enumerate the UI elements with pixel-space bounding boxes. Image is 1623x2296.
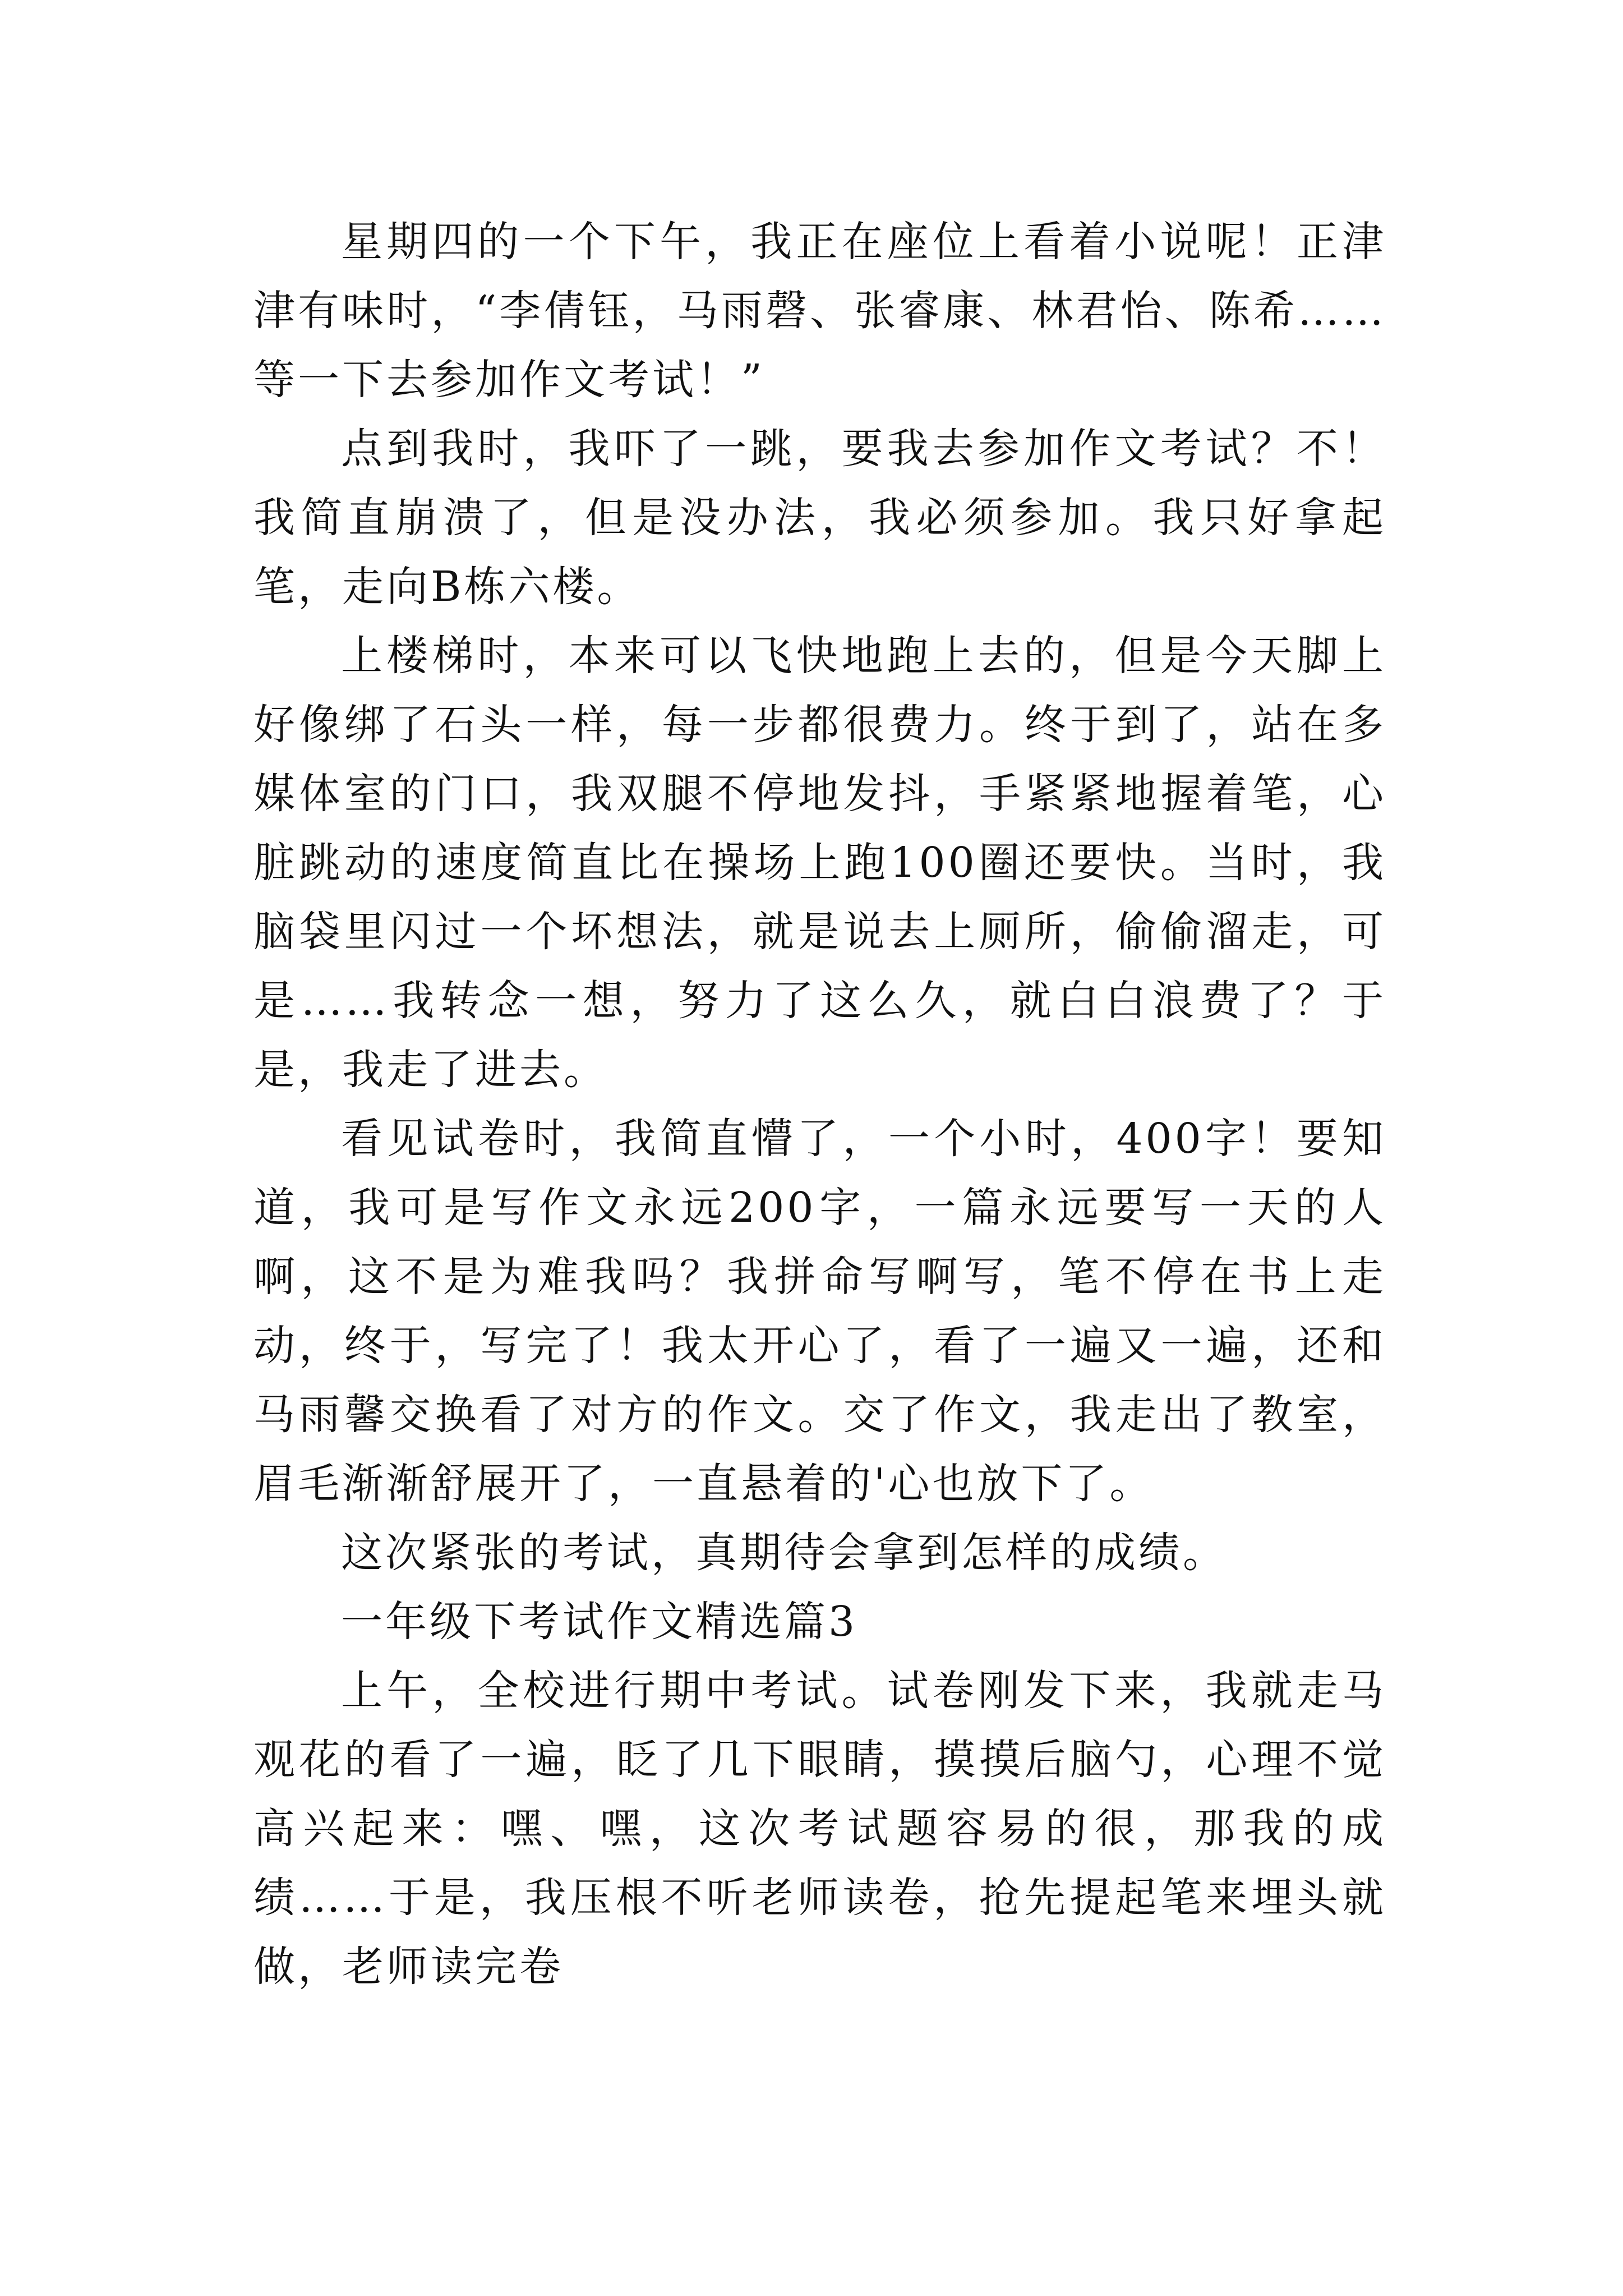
paragraph-2: 点到我时，我吓了一跳，要我去参加作文考试？不！我简直崩溃了，但是没办法，我必须参加。我只好拿起笔，走向B栋六楼。	[253, 425, 1386, 611]
paragraph-7: 上午，全校进行期中考试。试卷刚发下来，我就走马观花的看了一遍，眨了几下眼睛，摸摸后脑勺，心理不觉高兴起来：嘿、嘿，这次考试题容易的很，那我的成绩……于是，我压根不听老师读卷，抢先提起笔来埋头就做，老师读完卷	[253, 1667, 1386, 1991]
document-body	[253, 208, 1386, 2001]
paragraph-3: 上楼梯时，本来可以飞快地跑上去的，但是今天脚上好像绑了石头一样，每一步都很费力。终于到了，站在多媒体室的门口，我双腿不停地发抖，手紧紧地握着笔，心脏跳动的速度简直比在操场上跑100圈还要快。当时，我脑袋里闪过一个坏想法，就是说去上厕所，偷偷溜走，可是……我转念一想，努力了这么久，就白白浪费了？于是，我走了进去。	[253, 632, 1386, 1094]
paragraph-4: 看见试卷时，我简直懵了，一个小时，400字！要知道，我可是写作文永远200字，一篇永远要写一天的人啊，这不是为难我吗？我拼命写啊写，笔不停在书上走动，终于，写完了！我太开心了，看了一遍又一遍，还和马雨馨交换看了对方的作文。交了作文，我走出了教室，眉毛渐渐舒展开了，一直悬着的'心也放下了。	[253, 1115, 1386, 1508]
paragraph-1: 星期四的一个下午，我正在座位上看着小说呢！正津津有味时，“李倩钰，马雨磬、张睿康、林君怡、陈希……等一下去参加作文考试！”	[253, 218, 1386, 404]
section-heading: 一年级下考试作文精选篇3	[341, 1598, 858, 1646]
paragraph-5: 这次紧张的考试，真期待会拿到怎样的成绩。	[341, 1529, 1227, 1577]
